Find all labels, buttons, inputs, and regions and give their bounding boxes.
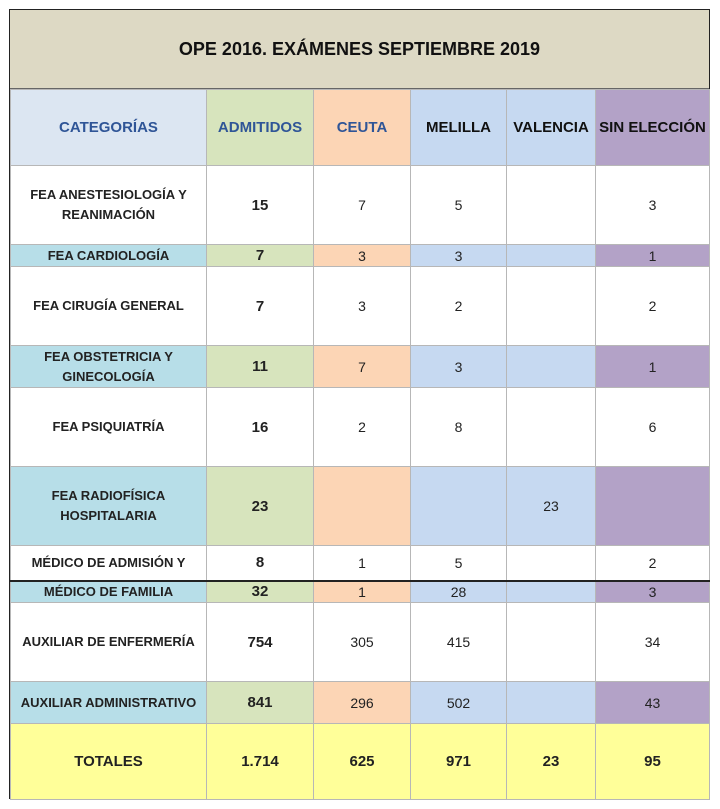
totals-sin-eleccion: 95 (596, 724, 710, 800)
row-melilla: 2 (411, 267, 507, 346)
table-row (11, 245, 710, 267)
row-ceuta: 7 (314, 166, 411, 245)
header-admitidos: ADMITIDOS (207, 90, 314, 166)
row-categoria: FEA PSIQUIATRÍA (11, 388, 207, 467)
row-sin-eleccion: 2 (596, 546, 710, 581)
row-sin-eleccion: 2 (596, 267, 710, 346)
row-valencia (507, 546, 596, 581)
row-melilla: 502 (411, 682, 507, 724)
row-sin-eleccion: 1 (596, 346, 710, 388)
row-valencia (507, 388, 596, 467)
table-row (11, 603, 710, 682)
row-melilla: 3 (411, 245, 507, 267)
row-admitidos: 8 (207, 546, 314, 581)
totals-ceuta: 625 (314, 724, 411, 800)
row-valencia (507, 581, 596, 603)
row-sin-eleccion: 3 (596, 581, 710, 603)
table-row (11, 346, 710, 388)
row-ceuta: 1 (314, 581, 411, 603)
row-admitidos: 16 (207, 388, 314, 467)
row-sin-eleccion: 43 (596, 682, 710, 724)
row-admitidos: 32 (207, 581, 314, 603)
table-row (11, 388, 710, 467)
row-ceuta: 2 (314, 388, 411, 467)
row-categoria: FEA CIRUGÍA GENERAL (11, 267, 207, 346)
row-melilla: 415 (411, 603, 507, 682)
row-ceuta: 3 (314, 267, 411, 346)
row-categoria: MÉDICO DE ADMISIÓN Y (11, 546, 207, 581)
totals-row (11, 724, 710, 800)
row-valencia (507, 245, 596, 267)
table-row (11, 546, 710, 581)
row-ceuta: 7 (314, 346, 411, 388)
table-row (11, 267, 710, 346)
row-melilla: 3 (411, 346, 507, 388)
row-admitidos: 841 (207, 682, 314, 724)
row-categoria: FEA ANESTESIOLOGÍA Y REANIMACIÓN (11, 166, 207, 245)
row-valencia (507, 267, 596, 346)
row-valencia: 23 (507, 467, 596, 546)
totals-admitidos: 1.714 (207, 724, 314, 800)
header-ceuta: CEUTA (314, 90, 411, 166)
header-melilla: MELILLA (411, 90, 507, 166)
row-categoria: AUXILIAR DE ENFERMERÍA (11, 603, 207, 682)
row-ceuta: 1 (314, 546, 411, 581)
table-title: OPE 2016. EXÁMENES SEPTIEMBRE 2019 (10, 10, 709, 89)
row-ceuta: 3 (314, 245, 411, 267)
table-row (11, 682, 710, 724)
header-valencia: VALENCIA (507, 90, 596, 166)
totals-valencia: 23 (507, 724, 596, 800)
row-melilla (411, 467, 507, 546)
row-melilla: 8 (411, 388, 507, 467)
row-melilla: 5 (411, 546, 507, 581)
header-row (11, 90, 710, 166)
table-row (11, 467, 710, 546)
totals-label: TOTALES (11, 724, 207, 800)
row-ceuta: 305 (314, 603, 411, 682)
row-valencia (507, 346, 596, 388)
table-row (11, 166, 710, 245)
row-sin-eleccion: 3 (596, 166, 710, 245)
row-valencia (507, 166, 596, 245)
row-admitidos: 23 (207, 467, 314, 546)
row-ceuta: 296 (314, 682, 411, 724)
table-row (11, 581, 710, 603)
row-valencia (507, 603, 596, 682)
row-categoria: FEA CARDIOLOGÍA (11, 245, 207, 267)
row-categoria: FEA RADIOFÍSICA HOSPITALARIA (11, 467, 207, 546)
row-melilla: 28 (411, 581, 507, 603)
row-sin-eleccion: 1 (596, 245, 710, 267)
row-categoria: FEA OBSTETRICIA Y GINECOLOGÍA (11, 346, 207, 388)
header-sin-eleccion: SIN ELECCIÓN (596, 90, 710, 166)
row-sin-eleccion: 34 (596, 603, 710, 682)
row-categoria: AUXILIAR ADMINISTRATIVO (11, 682, 207, 724)
row-sin-eleccion (596, 467, 710, 546)
row-admitidos: 15 (207, 166, 314, 245)
row-ceuta (314, 467, 411, 546)
row-admitidos: 754 (207, 603, 314, 682)
row-melilla: 5 (411, 166, 507, 245)
row-sin-eleccion: 6 (596, 388, 710, 467)
row-valencia (507, 682, 596, 724)
row-admitidos: 7 (207, 245, 314, 267)
row-categoria: MÉDICO DE FAMILIA (11, 581, 207, 603)
exam-summary-table-frame (9, 9, 710, 799)
totals-melilla: 971 (411, 724, 507, 800)
exam-table (10, 89, 710, 800)
row-admitidos: 7 (207, 267, 314, 346)
row-admitidos: 11 (207, 346, 314, 388)
header-categorias: CATEGORÍAS (11, 90, 207, 166)
